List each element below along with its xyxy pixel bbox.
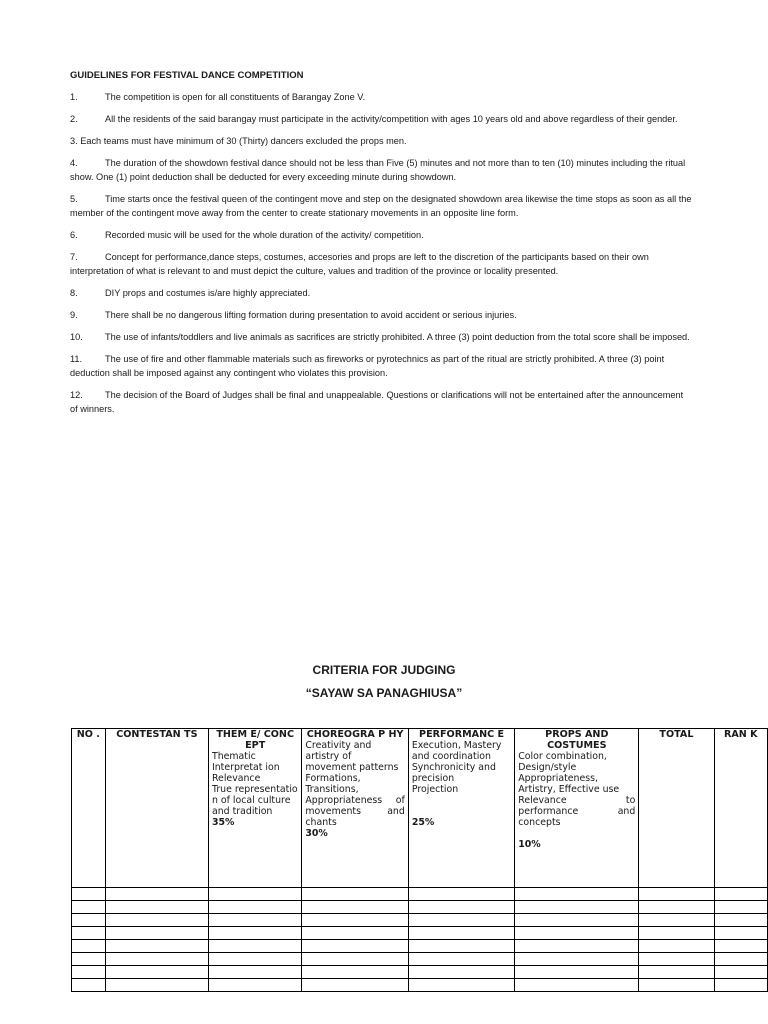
header-performance: PERFORMANC E — [419, 729, 505, 740]
table-cell — [408, 940, 514, 953]
table-cell — [105, 966, 208, 979]
rules-list — [70, 90, 692, 424]
table-cell — [515, 940, 639, 953]
rule-item — [70, 112, 692, 126]
table-cell — [208, 979, 301, 992]
table-cell — [72, 888, 106, 901]
rule-item — [70, 90, 692, 104]
rule-text: The decision of the Board of Judges shall be final and unappealable. Questions or clarifications will not be entertained after the announcement of winners. — [70, 390, 684, 414]
table-row — [72, 940, 768, 953]
table-cell — [302, 914, 408, 927]
table-cell — [208, 914, 301, 927]
table-cell — [302, 888, 408, 901]
header-rank: RAN K — [723, 729, 758, 740]
rule-number: 2. — [70, 114, 78, 124]
table-cell — [208, 940, 301, 953]
table-cell — [72, 901, 106, 914]
rule-item — [70, 250, 692, 278]
rule-item — [70, 352, 692, 380]
rule-number: 9. — [70, 310, 78, 320]
props-percentage: 10% — [518, 839, 541, 850]
table-cell — [408, 966, 514, 979]
rule-number: 10. — [70, 332, 83, 342]
rule-item — [70, 192, 692, 220]
table-cell — [208, 927, 301, 940]
rule-number: 8. — [70, 288, 78, 298]
table-row — [72, 966, 768, 979]
table-cell — [639, 940, 714, 953]
table-cell — [302, 940, 408, 953]
table-cell — [714, 979, 767, 992]
theme-percentage: 35% — [211, 817, 235, 828]
judging-criteria-table — [71, 728, 768, 992]
rule-text: The duration of the showdown festival dance should not be less than Five (5) minutes and not more than to ten (10) minutes including the ritual show. One (1) point deduction shall be deducted for every exceeding minute during showdown. — [70, 158, 686, 182]
performance-criterion-3: Projection — [411, 784, 459, 795]
rule-item — [70, 156, 692, 184]
rule-text: All the residents of the said barangay must participate in the activity/competition with ages 10 years old and above regardless of their gender. — [105, 114, 678, 124]
theme-criterion-2: Relevance — [211, 773, 261, 784]
rule-text: The use of infants/toddlers and live animals as sacrifices are strictly prohibited. A three (3) point deduction from the total score shall be imposed. — [105, 332, 690, 342]
rule-number: 4. — [70, 158, 78, 168]
table-cell — [639, 901, 714, 914]
rule-number: 7. — [70, 252, 78, 262]
rule-item — [70, 330, 692, 344]
rule-item — [70, 134, 692, 148]
rule-item — [70, 286, 692, 300]
theme-criterion-1: Thematic Interpretat ion — [211, 751, 280, 773]
rule-number: 1. — [70, 92, 78, 102]
choreography-criterion-2: Formations, Transitions, Appropriateness of movements and chants — [305, 773, 405, 828]
table-cell — [408, 888, 514, 901]
table-cell — [639, 966, 714, 979]
table-cell — [105, 979, 208, 992]
props-criterion-1: Color combination, Design/style Appropriateness, Artistry, Effective use — [518, 751, 620, 795]
table-cell — [515, 927, 639, 940]
table-row — [72, 979, 768, 992]
table-cell — [208, 888, 301, 901]
table-cell — [515, 966, 639, 979]
rule-text: 3. Each teams must have minimum of 30 (Thirty) dancers excluded the props men. — [70, 136, 407, 146]
header-no: NO . — [76, 729, 100, 740]
table-cell — [302, 927, 408, 940]
table-cell — [515, 914, 639, 927]
performance-criterion-1: Execution, Mastery and coordination — [411, 740, 502, 762]
theme-criterion-3: True representatio n of local culture and tradition — [211, 784, 298, 817]
header-contestants: CONTESTAN TS — [116, 729, 198, 740]
table-cell — [639, 927, 714, 940]
rule-number: 5. — [70, 194, 78, 204]
table-cell — [302, 979, 408, 992]
table-row — [72, 888, 768, 901]
table-cell — [105, 888, 208, 901]
table-cell — [714, 914, 767, 927]
rule-text: There shall be no dangerous lifting formation during presentation to avoid accident or serious injuries. — [105, 310, 517, 320]
table-row — [72, 953, 768, 966]
table-cell — [714, 940, 767, 953]
table-header-row — [72, 729, 768, 888]
performance-criterion-2: Synchronicity and precision — [411, 762, 496, 784]
header-theme: THEM E/ CONC EPT — [216, 729, 295, 751]
table-cell — [72, 940, 106, 953]
table-cell — [515, 901, 639, 914]
header-choreography: CHOREOGRA P HY — [306, 729, 404, 740]
choreography-percentage: 30% — [305, 828, 328, 839]
document-title: GUIDELINES FOR FESTIVAL DANCE COMPETITION — [70, 70, 304, 81]
table-cell — [714, 927, 767, 940]
table-cell — [408, 927, 514, 940]
table-cell — [302, 901, 408, 914]
table-cell — [72, 953, 106, 966]
rule-text: Recorded music will be used for the whole duration of the activity/ competition. — [105, 230, 424, 240]
rule-text: The use of fire and other flammable materials such as fireworks or pyrotechnics as part of the ritual are strictly prohibited. A three (3) point deduction shall be imposed against any contingent who violates this provision. — [70, 354, 665, 378]
table-cell — [714, 901, 767, 914]
table-cell — [208, 901, 301, 914]
table-cell — [714, 953, 767, 966]
table-cell — [408, 914, 514, 927]
table-cell — [515, 979, 639, 992]
rule-item — [70, 388, 692, 416]
rule-text: DIY props and costumes is/are highly appreciated. — [105, 288, 311, 298]
table-cell — [408, 979, 514, 992]
table-cell — [714, 888, 767, 901]
table-cell — [72, 927, 106, 940]
table-cell — [515, 953, 639, 966]
table-row — [72, 927, 768, 940]
rule-item — [70, 228, 692, 242]
rule-text: Concept for performance,dance steps, costumes, accesories and props are left to the discretion of the participants based on their own interpretation of what is relevant to and must depict the culture, values and tradition of the province or locality presented. — [70, 252, 649, 276]
table-cell — [105, 940, 208, 953]
table-cell — [302, 966, 408, 979]
rule-number: 11. — [70, 354, 83, 364]
props-criterion-2: Relevance to performance and concepts — [518, 795, 636, 828]
table-cell — [105, 953, 208, 966]
table-cell — [302, 953, 408, 966]
rule-number: 12. — [70, 390, 83, 400]
table-cell — [639, 953, 714, 966]
header-props: PROPS AND COSTUMES — [545, 729, 609, 751]
table-cell — [515, 888, 639, 901]
performance-percentage: 25% — [411, 817, 435, 828]
rule-number: 6. — [70, 230, 78, 240]
table-cell — [714, 966, 767, 979]
table-cell — [72, 966, 106, 979]
choreography-criterion-1: Creativity and artistry of movement patterns — [305, 740, 399, 773]
table-row — [72, 901, 768, 914]
table-cell — [208, 966, 301, 979]
table-row — [72, 914, 768, 927]
rule-item — [70, 308, 692, 322]
table-cell — [639, 914, 714, 927]
table-cell — [639, 888, 714, 901]
table-cell — [72, 914, 106, 927]
table-cell — [408, 901, 514, 914]
table-cell — [105, 914, 208, 927]
rule-text: The competition is open for all constituents of Barangay Zone V. — [105, 92, 366, 102]
table-cell — [105, 927, 208, 940]
table-cell — [105, 901, 208, 914]
table-cell — [639, 979, 714, 992]
criteria-title: CRITERIA FOR JUDGING — [312, 663, 456, 677]
criteria-subtitle: “SAYAW SA PANAGHIUSA” — [305, 686, 463, 700]
rule-text: Time starts once the festival queen of the contingent move and step on the designated showdown area likewise the time stops as soon as all the member of the contingent move away from the center to create stationary movements in an opposite line form. — [70, 194, 692, 218]
table-cell — [208, 953, 301, 966]
table-cell — [408, 953, 514, 966]
header-total: TOTAL — [659, 729, 694, 740]
table-cell — [72, 979, 106, 992]
